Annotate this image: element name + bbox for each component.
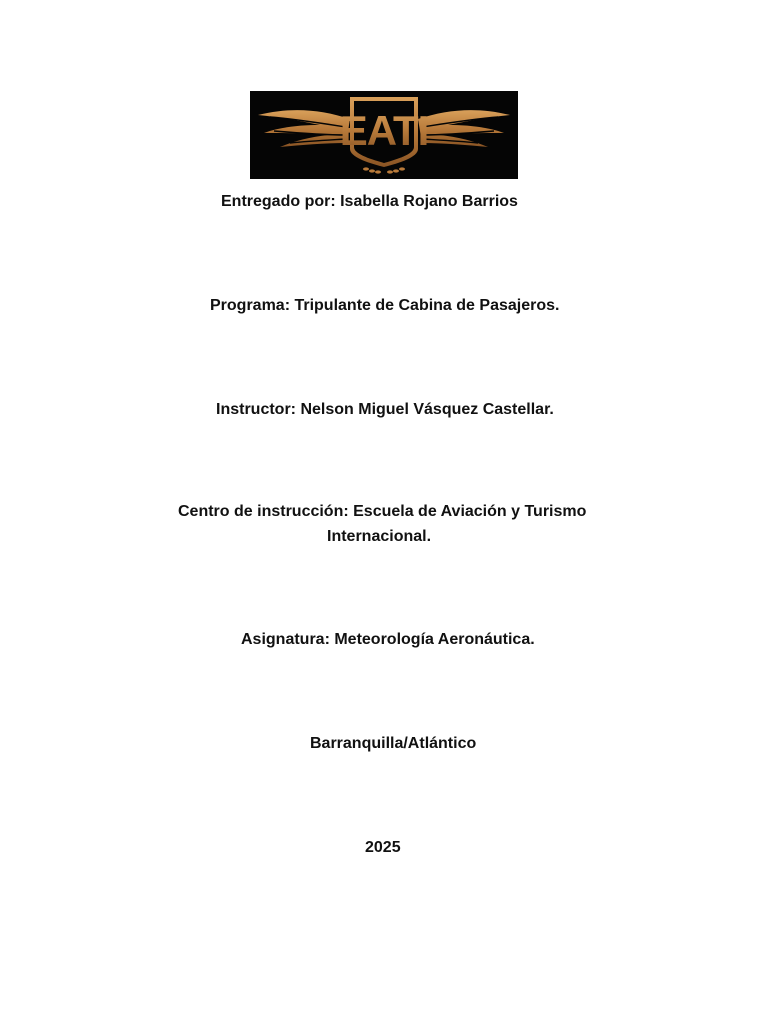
logo-text: EATI <box>339 107 429 154</box>
training-center-text-line1: Centro de instrucción: Escuela de Aviación y Turismo <box>178 503 587 520</box>
winged-emblem-icon <box>250 91 518 179</box>
program-text: Programa: Tripulante de Cabina de Pasajeros. <box>210 297 560 314</box>
year-text: 2025 <box>365 839 401 856</box>
location-text: Barranquilla/Atlántico <box>310 735 477 752</box>
instructor-text: Instructor: Nelson Miguel Vásquez Castellar. <box>216 401 554 418</box>
laurel-icon <box>363 167 405 173</box>
training-center-text-line2: Internacional. <box>327 528 432 545</box>
delivered-by-text: Entregado por: Isabella Rojano Barrios <box>221 193 518 210</box>
subject-text: Asignatura: Meteorología Aeronáutica. <box>241 631 535 648</box>
eati-logo <box>250 91 518 179</box>
